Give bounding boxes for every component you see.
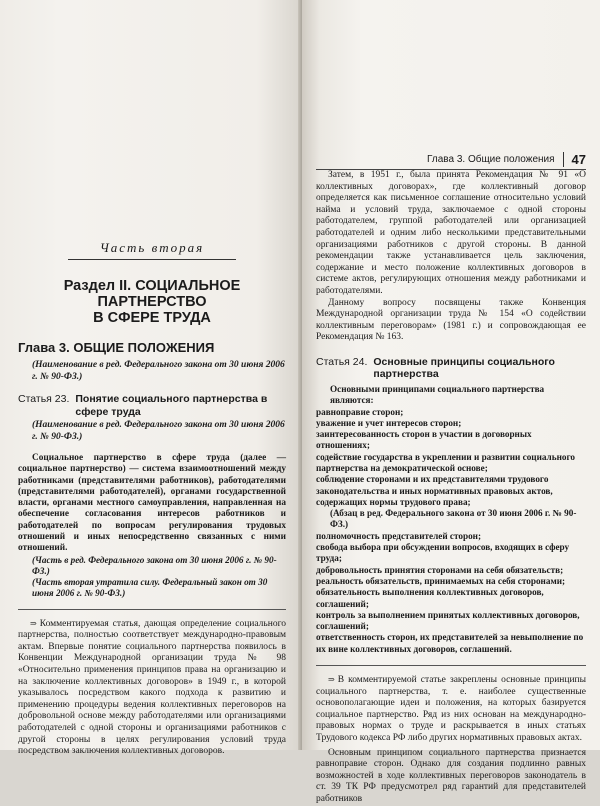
section-title-line1: Раздел II. СОЦИАЛЬНОЕ ПАРТНЕРСТВО (63, 278, 241, 310)
chapter-note: (Наименование в ред. Федерального закона от 30 июня 2006 г. № 90-ФЗ.) (32, 360, 285, 382)
commentary-paragraph-2: Основным принципом социального партнерства признается равноправие сторон. Однако для создания подлинно равных возможностей в ходе коллективных переговоров законодатель в ст. 39 ТК РФ предусмотрел ряд гарантий для представителей работников (316, 747, 586, 804)
section-title (18, 278, 286, 326)
right-page (302, 0, 600, 804)
principles-list (316, 384, 586, 655)
divider (18, 609, 286, 610)
article-23-heading (18, 393, 286, 419)
article-title: Основные принципы социального партнерства (373, 355, 555, 380)
right-body (316, 170, 586, 806)
principle-item: равноправие сторон; (316, 406, 404, 417)
principle-item: Основными принципами социального партнерства являются: (330, 383, 545, 406)
principle-item: заинтересованность сторон в участии в договорных отношениях; (316, 429, 532, 451)
article-note: (Наименование в ред. Федерального закона от 30 июня 2006 г. № 90-ФЗ.) (32, 420, 285, 442)
commentary-text: Комментируемая статья, дающая определение социального партнерства, полностью соответствует международно-правовым актам. Впервые понятие социального партнерства появилось в Конвенции Международной организации труда № 98 «Относительно применения принципов права на организацию и на заключение коллективных договоров» в 1949 г., в которой указывалось посредством какого подхода к развитию и применению процедуры ведения коллективных переговоров на добровольной основе между работодателями или организациями работодателей с одной стороны и организациями работников с другой стороны в целях регулирования условий труда посредством заключения коллективных договоров. (18, 618, 286, 757)
principle-item: ответственность сторон, их представителей за невыполнение по их вине коллективных договоров, соглашений. (316, 632, 584, 654)
page-number: 47 (563, 152, 586, 167)
intro-paragraph: Затем, в 1951 г., была принята Рекомендация № 91 «О коллективных договорах», где коллективный договор определяется как письменное соглашение относительно условий найма и условий труда, заключаемое с одной стороны работодателем, группой работодателей или организацией работодателей и одним либо несколькими представительными организациями работников с другой стороны. В данной рекомендации также устанавливается цель заключения, содержание и место положение коллективных договоров в системе актов, регулирующих отношения между работниками и работодателями. (316, 170, 586, 296)
commentary-marker-icon: ⇒ (30, 618, 37, 628)
commentary-text: В комментируемой статье закреплены основные принципы социального партнерства, т. е. наиболее существенные основополагающие идеи и положения, на которых базируется социальное партнерство. Ряд из них основан на международно-правовых нормах о труде и раскрывается в иных статьях Трудового кодекса РФ либо других нормативных правовых актах. (316, 675, 586, 743)
law-note-2: (Часть вторая утратила силу. Федеральный закон от 30 июня 2006 г. № 90-ФЗ.) (32, 576, 268, 598)
principle-item: обязательность выполнения коллективных договоров, соглашений; (316, 587, 544, 609)
intro-paragraph-2: Данному вопросу посвящены также Конвенция Международной организации труда № 154 «О содействии коллективным переговорам» (1981 г.) и сопровождающая ее Рекомендация № 163. (316, 297, 586, 343)
left-page (0, 0, 302, 757)
article-23-text: Социальное партнерство в сфере труда (далее — социальное партнерство) — система взаимоотношений между работниками (представителями работников), работодателями (представителями работодателей), органами государственной власти, органами местного самоуправления, направленная на обеспечение согласования интересов работников и работодателей по вопросам регулирования трудовых отношений и иных непосредственно связанных с ними отношений. (18, 453, 286, 554)
article-number: Статья 23. (18, 393, 70, 405)
commentary-paragraph (18, 618, 286, 758)
divider (316, 665, 586, 666)
section-title-line2: В СФЕРЕ ТРУДА (93, 310, 211, 326)
chapter-title: Глава 3. ОБЩИЕ ПОЛОЖЕНИЯ (18, 340, 215, 355)
principle-item: свобода выбора при обсуждении вопросов, входящих в сферу труда; (316, 542, 570, 564)
principle-item: контроль за выполнением принятых коллективных договоров, соглашений; (316, 609, 580, 632)
part-title: Часть вторая (68, 240, 236, 260)
principle-item: добровольность принятия сторонами на себя обязательств; (316, 564, 564, 575)
running-head (316, 152, 586, 170)
commentary-paragraph (316, 674, 586, 745)
principle-item: уважение и учет интересов сторон; (316, 417, 462, 428)
principle-item: содействие государства в укреплении и развитии социального партнерства на демократической основе; (316, 451, 575, 473)
commentary-marker-icon: ⇒ (328, 675, 335, 685)
article-title: Понятие социального партнерства в сфере труда (75, 393, 268, 418)
principle-item: полномочность представителей сторон; (316, 530, 482, 541)
principle-item: (Абзац в ред. Федерального закона от 30 июня 2006 г. № 90-ФЗ.) (330, 508, 577, 530)
article-number: Статья 24. (316, 355, 368, 368)
article-24-heading (316, 356, 586, 380)
running-head-title: Глава 3. Общие положения (427, 154, 555, 165)
law-note-1: (Часть в ред. Федерального закона от 30 июня 2006 г. № 90-ФЗ.) (32, 554, 277, 576)
principle-item: соблюдение сторонами и их представителями трудового законодательства и иных нормативных правовых актов, содержащих нормы трудового права; (316, 474, 553, 507)
principle-item: реальность обязательств, принимаемых на себя сторонами; (316, 575, 566, 586)
